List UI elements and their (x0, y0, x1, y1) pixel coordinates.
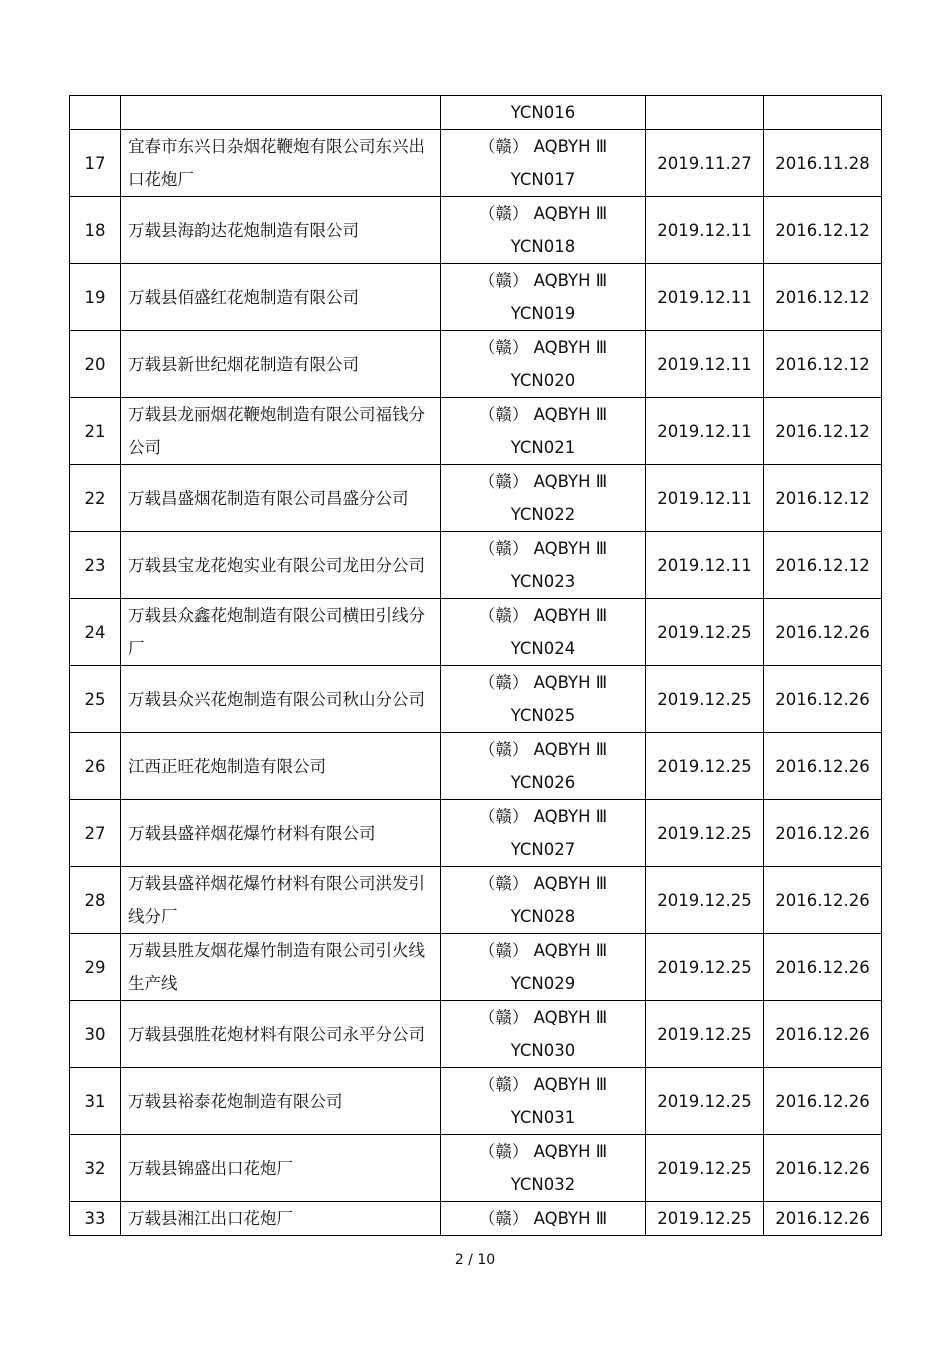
table-row (70, 331, 882, 398)
cell-issue-date: 2016.12.26 (764, 733, 882, 800)
cell-company-name: 万载县宝龙花炮实业有限公司龙田分公司 (121, 532, 441, 599)
cell-number (70, 96, 121, 130)
license-code-prefix: （赣） AQBYH Ⅲ (478, 673, 608, 692)
cell-license-code (441, 666, 646, 733)
table-row (70, 197, 882, 264)
cell-company-name: 万载县盛祥烟花爆竹材料有限公司洪发引线分厂 (121, 867, 441, 934)
cell-number: 18 (70, 197, 121, 264)
cell-expiry-date: 2019.12.25 (646, 1202, 764, 1236)
cell-expiry-date (646, 96, 764, 130)
cell-company-name: 万载县新世纪烟花制造有限公司 (121, 331, 441, 398)
cell-license-code (441, 1001, 646, 1068)
cell-company-name: 万载县盛祥烟花爆竹材料有限公司 (121, 800, 441, 867)
license-code-prefix: （赣） AQBYH Ⅲ (478, 1008, 608, 1027)
license-code-prefix: （赣） AQBYH Ⅲ (478, 539, 608, 558)
license-code-prefix: （赣） AQBYH Ⅲ (478, 1142, 608, 1161)
license-table-body (70, 96, 882, 1236)
cell-company-name: 江西正旺花炮制造有限公司 (121, 733, 441, 800)
license-table-container (69, 95, 881, 1236)
cell-expiry-date: 2019.12.11 (646, 465, 764, 532)
cell-expiry-date: 2019.12.11 (646, 532, 764, 599)
cell-issue-date: 2016.12.26 (764, 1202, 882, 1236)
cell-issue-date: 2016.12.26 (764, 1135, 882, 1202)
license-code-suffix: YCN027 (510, 840, 576, 859)
page-number-footer: 2 / 10 (454, 1252, 496, 1268)
table-row (70, 1068, 882, 1135)
cell-issue-date: 2016.12.26 (764, 800, 882, 867)
cell-number: 17 (70, 130, 121, 197)
cell-license-code (441, 1068, 646, 1135)
cell-company-name (121, 96, 441, 130)
cell-number: 19 (70, 264, 121, 331)
cell-company-name: 万载县胜友烟花爆竹制造有限公司引火线生产线 (121, 934, 441, 1001)
cell-issue-date: 2016.12.12 (764, 197, 882, 264)
cell-license-code (441, 532, 646, 599)
license-code-prefix: （赣） AQBYH Ⅲ (478, 271, 608, 290)
cell-expiry-date: 2019.12.25 (646, 1001, 764, 1068)
license-code-suffix: YCN026 (510, 773, 576, 792)
cell-expiry-date: 2019.12.25 (646, 1135, 764, 1202)
cell-expiry-date: 2019.12.25 (646, 934, 764, 1001)
license-code-prefix: （赣） AQBYH Ⅲ (478, 941, 608, 960)
cell-license-code: YCN016 (441, 96, 646, 130)
license-code-prefix: （赣） AQBYH Ⅲ (478, 1209, 608, 1228)
license-code-suffix: YCN022 (510, 505, 576, 524)
cell-expiry-date: 2019.12.11 (646, 264, 764, 331)
cell-issue-date: 2016.11.28 (764, 130, 882, 197)
cell-license-code (441, 599, 646, 666)
cell-expiry-date: 2019.12.25 (646, 1068, 764, 1135)
cell-license-code (441, 800, 646, 867)
cell-issue-date: 2016.12.26 (764, 1001, 882, 1068)
license-code-prefix: （赣） AQBYH Ⅲ (478, 874, 608, 893)
cell-issue-date (764, 96, 882, 130)
cell-issue-date: 2016.12.26 (764, 599, 882, 666)
cell-number: 22 (70, 465, 121, 532)
cell-company-name: 万载县龙丽烟花鞭炮制造有限公司福钱分公司 (121, 398, 441, 465)
cell-number: 23 (70, 532, 121, 599)
cell-issue-date: 2016.12.12 (764, 398, 882, 465)
table-row (70, 264, 882, 331)
table-row (70, 130, 882, 197)
cell-number: 24 (70, 599, 121, 666)
table-row (70, 1202, 882, 1236)
table-row (70, 733, 882, 800)
license-code-suffix: YCN024 (510, 639, 576, 658)
cell-number: 31 (70, 1068, 121, 1135)
cell-expiry-date: 2019.11.27 (646, 130, 764, 197)
cell-issue-date: 2016.12.26 (764, 934, 882, 1001)
license-code-prefix: （赣） AQBYH Ⅲ (478, 472, 608, 491)
cell-issue-date: 2016.12.26 (764, 666, 882, 733)
table-row (70, 666, 882, 733)
license-code-prefix: （赣） AQBYH Ⅲ (478, 740, 608, 759)
table-row (70, 867, 882, 934)
cell-company-name: 万载县众兴花炮制造有限公司秋山分公司 (121, 666, 441, 733)
cell-company-name: 万载县锦盛出口花炮厂 (121, 1135, 441, 1202)
cell-company-name: 万载县湘江出口花炮厂 (121, 1202, 441, 1236)
cell-issue-date: 2016.12.12 (764, 465, 882, 532)
cell-expiry-date: 2019.12.11 (646, 398, 764, 465)
table-row (70, 1135, 882, 1202)
cell-company-name: 万载县佰盛红花炮制造有限公司 (121, 264, 441, 331)
cell-number: 30 (70, 1001, 121, 1068)
cell-company-name: 万载县强胜花炮材料有限公司永平分公司 (121, 1001, 441, 1068)
cell-license-code (441, 934, 646, 1001)
cell-issue-date: 2016.12.12 (764, 264, 882, 331)
license-code-suffix: YCN025 (510, 706, 576, 725)
license-code-suffix: YCN030 (510, 1041, 576, 1060)
cell-number: 25 (70, 666, 121, 733)
license-code-suffix: YCN023 (510, 572, 576, 591)
license-code-suffix: YCN021 (510, 438, 576, 457)
table-row (70, 800, 882, 867)
license-code-suffix: YCN032 (510, 1175, 576, 1194)
cell-license-code (441, 130, 646, 197)
cell-license-code (441, 465, 646, 532)
cell-company-name: 万载昌盛烟花制造有限公司昌盛分公司 (121, 465, 441, 532)
cell-number: 32 (70, 1135, 121, 1202)
cell-company-name: 宜春市东兴日杂烟花鞭炮有限公司东兴出口花炮厂 (121, 130, 441, 197)
license-code-prefix: （赣） AQBYH Ⅲ (478, 405, 608, 424)
license-code-suffix: YCN017 (510, 170, 576, 189)
table-row (70, 398, 882, 465)
table-row (70, 934, 882, 1001)
table-row (70, 532, 882, 599)
cell-expiry-date: 2019.12.11 (646, 331, 764, 398)
license-code-prefix: （赣） AQBYH Ⅲ (478, 1075, 608, 1094)
cell-license-code (441, 398, 646, 465)
cell-expiry-date: 2019.12.25 (646, 733, 764, 800)
cell-issue-date: 2016.12.26 (764, 867, 882, 934)
license-code-suffix: YCN020 (510, 371, 576, 390)
license-code-suffix: YCN018 (510, 237, 576, 256)
cell-number: 26 (70, 733, 121, 800)
license-code-suffix: YCN031 (510, 1108, 576, 1127)
cell-license-code (441, 264, 646, 331)
cell-number: 27 (70, 800, 121, 867)
license-code-prefix: （赣） AQBYH Ⅲ (478, 204, 608, 223)
cell-license-code (441, 197, 646, 264)
cell-issue-date: 2016.12.12 (764, 532, 882, 599)
license-table (69, 95, 882, 1236)
license-code-suffix: YCN028 (510, 907, 576, 926)
license-code-suffix: YCN019 (510, 304, 576, 323)
table-row (70, 1001, 882, 1068)
cell-expiry-date: 2019.12.25 (646, 666, 764, 733)
cell-expiry-date: 2019.12.25 (646, 800, 764, 867)
cell-number: 21 (70, 398, 121, 465)
table-row (70, 465, 882, 532)
license-code-prefix: （赣） AQBYH Ⅲ (478, 137, 608, 156)
cell-company-name: 万载县海韵达花炮制造有限公司 (121, 197, 441, 264)
cell-issue-date: 2016.12.26 (764, 1068, 882, 1135)
cell-company-name: 万载县裕泰花炮制造有限公司 (121, 1068, 441, 1135)
cell-license-code (441, 867, 646, 934)
license-code-prefix: （赣） AQBYH Ⅲ (478, 338, 608, 357)
cell-license-code (441, 331, 646, 398)
license-code-suffix: YCN029 (510, 974, 576, 993)
cell-expiry-date: 2019.12.25 (646, 599, 764, 666)
table-row-continuation (70, 96, 882, 130)
license-code-prefix: （赣） AQBYH Ⅲ (478, 807, 608, 826)
license-code-prefix: （赣） AQBYH Ⅲ (478, 606, 608, 625)
table-row (70, 599, 882, 666)
cell-license-code (441, 733, 646, 800)
cell-company-name: 万载县众鑫花炮制造有限公司横田引线分厂 (121, 599, 441, 666)
cell-expiry-date: 2019.12.25 (646, 867, 764, 934)
cell-number: 29 (70, 934, 121, 1001)
cell-number: 28 (70, 867, 121, 934)
cell-expiry-date: 2019.12.11 (646, 197, 764, 264)
cell-issue-date: 2016.12.12 (764, 331, 882, 398)
cell-license-code (441, 1135, 646, 1202)
cell-license-code (441, 1202, 646, 1236)
cell-number: 20 (70, 331, 121, 398)
cell-number: 33 (70, 1202, 121, 1236)
